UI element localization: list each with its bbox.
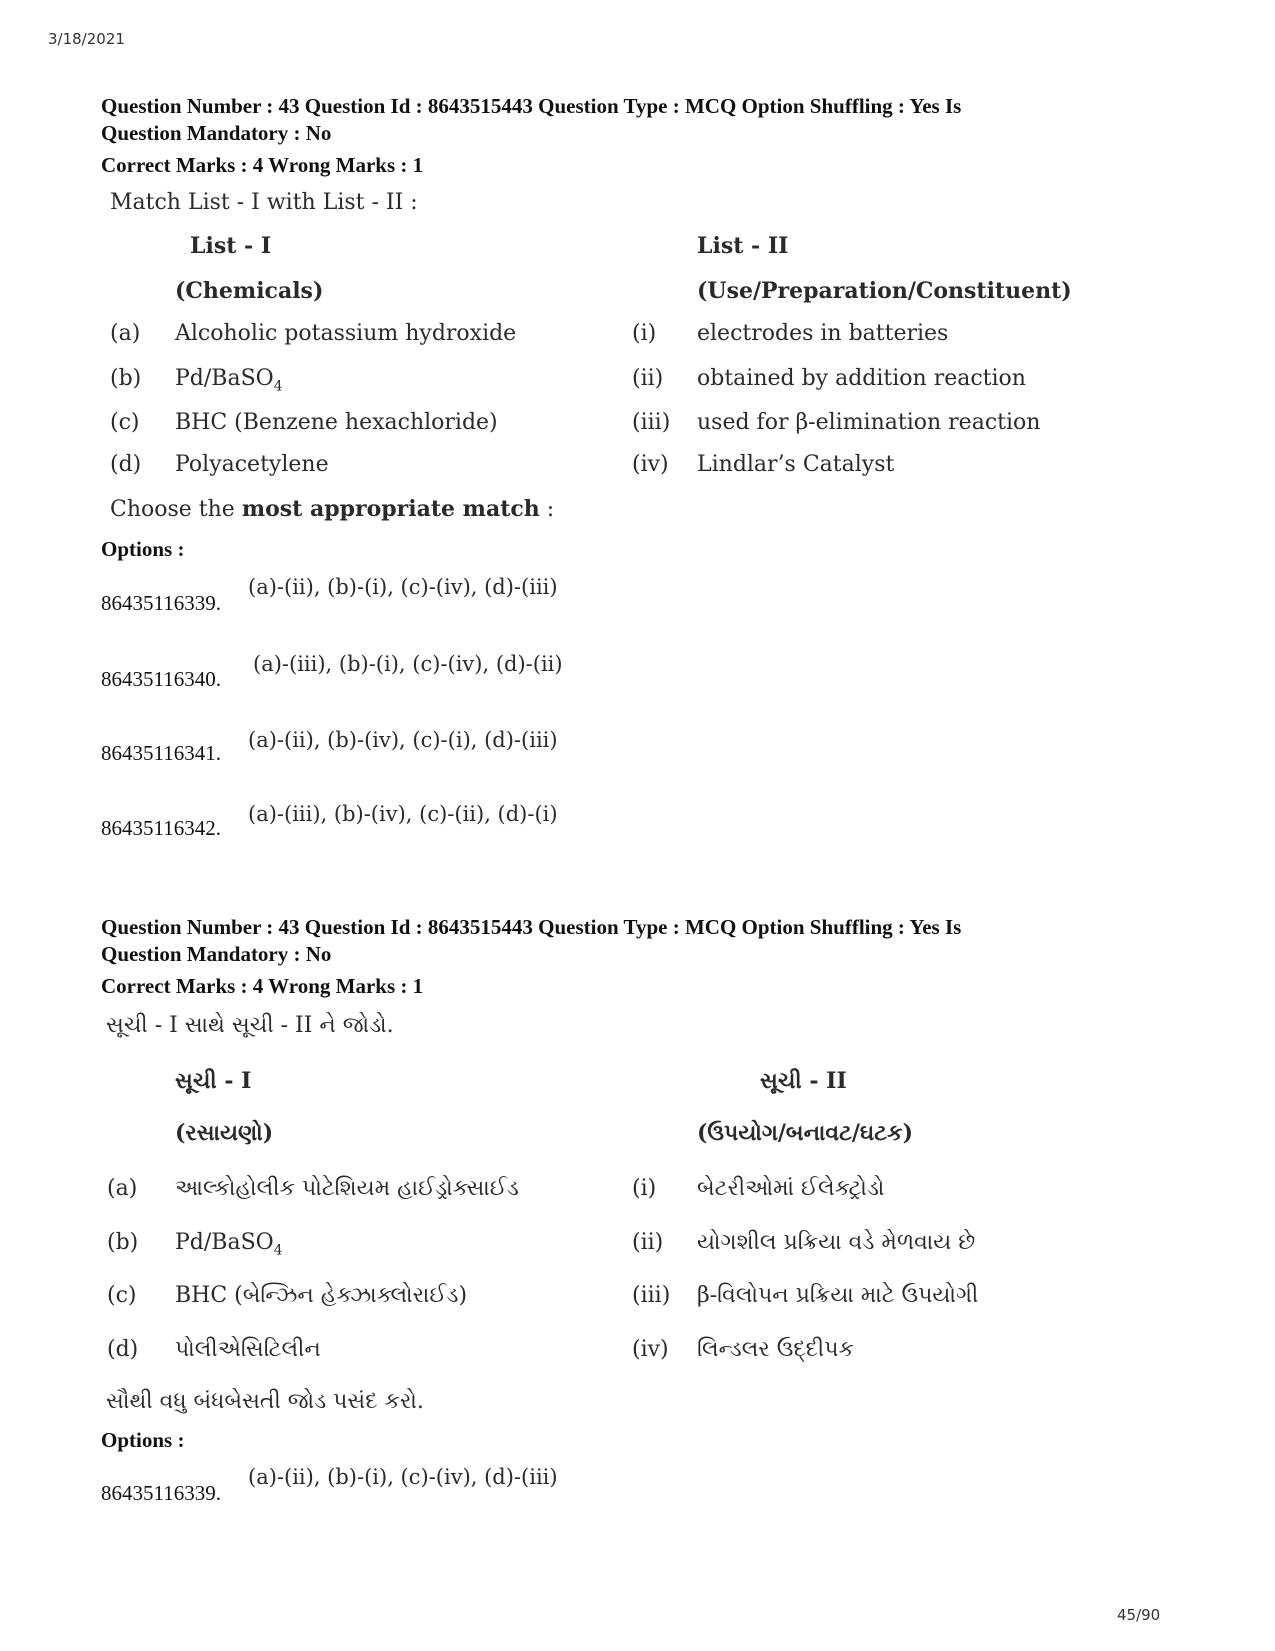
- list2-subtitle: (Use/Preparation/Constituent): [697, 278, 1072, 304]
- list2-item: obtained by addition reaction: [697, 366, 1026, 391]
- choose-post: :: [546, 497, 555, 522]
- list1-title: List - I: [190, 233, 272, 259]
- question-instruction: Match List - I with List - II :: [110, 190, 418, 215]
- options-label: Options :: [101, 537, 185, 561]
- option-id: 86435116340.: [101, 667, 221, 691]
- list1-item: આલ્કોહોલીક પોટેશિયમ હાઈડ્રોક્સાઈડ: [175, 1176, 519, 1201]
- option-id: 86435116342.: [101, 816, 221, 840]
- list2-subtitle: (ઉપયોગ/બનાવટ/ઘટક): [697, 1120, 914, 1146]
- options-label: Options :: [101, 1428, 185, 1452]
- list1-item: BHC (બેન્ઝિન હેક્ઝાક્લોરાઈડ): [175, 1283, 468, 1308]
- list2-item: યોગશીલ પ્રક્રિયા વડે મેળવાય છે: [697, 1230, 976, 1255]
- list2-title: List - II: [697, 233, 789, 259]
- list2-key: (iv): [632, 452, 669, 477]
- question-marks: Correct Marks : 4 Wrong Marks : 1: [101, 974, 424, 998]
- formula-subscript: 4: [273, 378, 283, 395]
- list2-key: (iii): [632, 410, 671, 435]
- list2-key: (i): [632, 1176, 657, 1201]
- page-number: 45/90: [1117, 1606, 1161, 1624]
- list1-title: સૂચી - I: [175, 1068, 252, 1094]
- list2-title: સૂચી - II: [760, 1068, 847, 1094]
- list1-key: (b): [107, 1230, 139, 1255]
- list2-item: બેટરીઓમાં ઈલેક્ટ્રોડો: [697, 1176, 885, 1201]
- question-marks: Correct Marks : 4 Wrong Marks : 1: [101, 153, 424, 177]
- question-meta-line1: Question Number : 43 Question Id : 8643515443 Question Type : MCQ Option Shuffling : Yes Is: [101, 915, 962, 939]
- choose-bold: most appropriate match: [241, 496, 540, 522]
- list1-key: (d): [107, 1337, 139, 1362]
- list1-key: (a): [107, 1176, 138, 1201]
- list2-key: (iv): [632, 1337, 669, 1362]
- list2-item: β-વિલોપન પ્રક્રિયા માટે ઉપયોગી: [697, 1283, 979, 1308]
- choose-instruction: સૌથી વધુ બંધબેસતી જોડ પસંદ કરો.: [106, 1389, 424, 1414]
- list2-key: (i): [632, 321, 657, 346]
- list1-item: [175, 1230, 283, 1258]
- option-text: (a)-(ii), (b)-(i), (c)-(iv), (d)-(iii): [248, 1465, 558, 1489]
- list1-key: (c): [110, 410, 140, 435]
- choose-pre: Choose the: [110, 497, 235, 522]
- list1-subtitle: (રસાયણો): [175, 1120, 274, 1146]
- page-date: 3/18/2021: [48, 30, 125, 48]
- list2-key: (iii): [632, 1283, 671, 1308]
- list1-key: (a): [110, 321, 141, 346]
- list1-key: (d): [110, 452, 142, 477]
- question-meta-line2: Question Mandatory : No: [101, 121, 332, 145]
- list2-item: લિન્ડલર ઉદ્દીપક: [697, 1337, 855, 1362]
- list1-key: (c): [107, 1283, 137, 1308]
- option-text: (a)-(ii), (b)-(i), (c)-(iv), (d)-(iii): [248, 575, 558, 599]
- list2-item: Lindlar’s Catalyst: [697, 452, 895, 477]
- list1-item: Alcoholic potassium hydroxide: [175, 321, 517, 346]
- option-id: 86435116339.: [101, 591, 221, 615]
- list2-key: (ii): [632, 1230, 664, 1255]
- list2-item: electrodes in batteries: [697, 321, 949, 346]
- option-text: (a)-(ii), (b)-(iv), (c)-(i), (d)-(iii): [248, 728, 558, 752]
- list2-key: (ii): [632, 366, 664, 391]
- list2-item: used for β-elimination reaction: [697, 410, 1041, 435]
- formula-text: Pd/BaSO: [175, 1230, 274, 1255]
- question-meta-line2: Question Mandatory : No: [101, 942, 332, 966]
- question-instruction: સૂચી - I સાથે સૂચી - II ને જોડો.: [106, 1013, 394, 1038]
- option-text: (a)-(iii), (b)-(iv), (c)-(ii), (d)-(i): [248, 802, 558, 826]
- question-meta: [101, 914, 1161, 968]
- list1-item: BHC (Benzene hexachloride): [175, 410, 498, 435]
- question-meta-line1: Question Number : 43 Question Id : 8643515443 Question Type : MCQ Option Shuffling : Yes Is: [101, 94, 962, 118]
- option-text: (a)-(iii), (b)-(i), (c)-(iv), (d)-(ii): [253, 652, 563, 676]
- option-id: 86435116341.: [101, 741, 221, 765]
- option-id: 86435116339.: [101, 1481, 221, 1505]
- formula-text: Pd/BaSO: [175, 366, 274, 391]
- list1-key: (b): [110, 366, 142, 391]
- list1-subtitle: (Chemicals): [175, 278, 324, 304]
- list1-item: પોલીએસિટિલીન: [175, 1337, 321, 1362]
- list1-item: Polyacetylene: [175, 452, 329, 477]
- formula-subscript: 4: [273, 1242, 283, 1259]
